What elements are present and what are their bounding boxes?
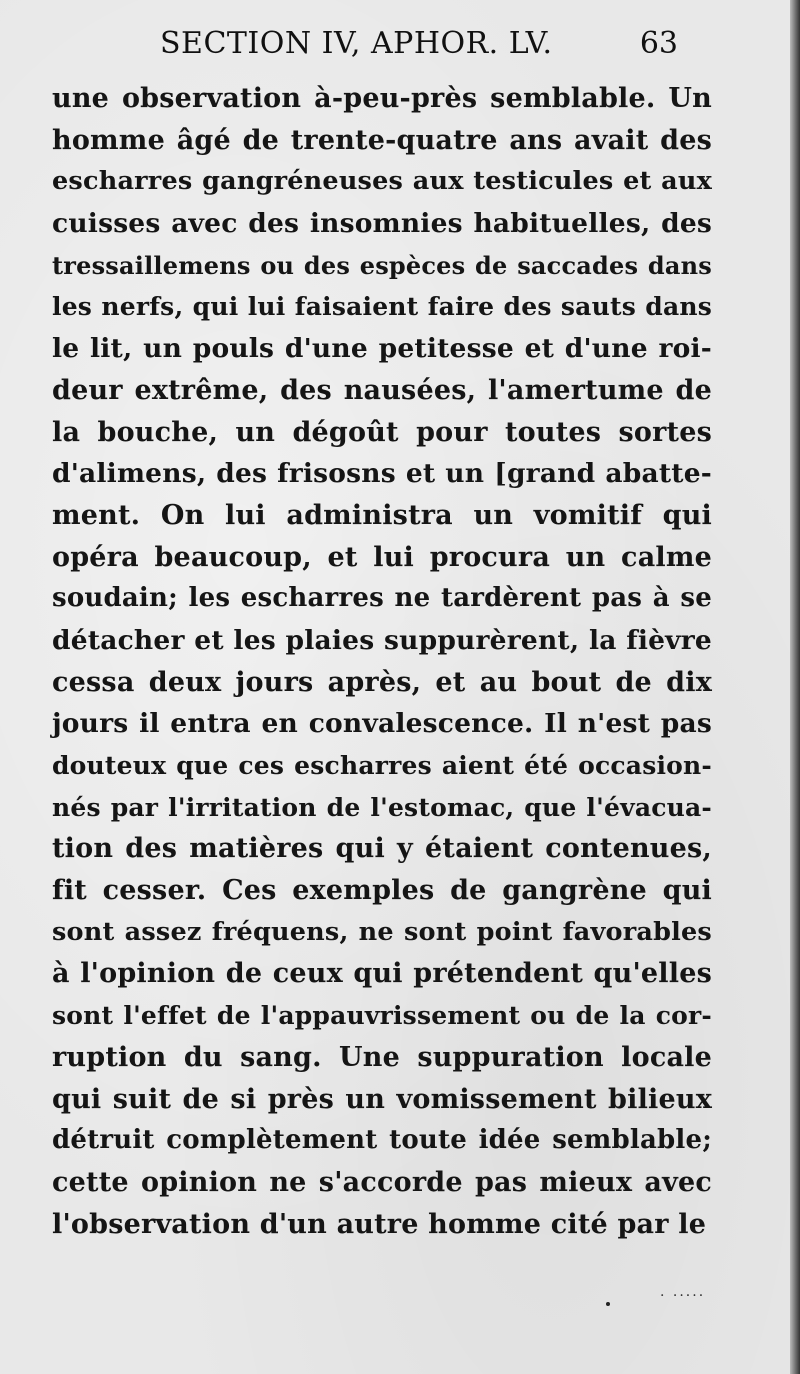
- text-line: détacher et les plaies suppurèrent, la fièvre: [52, 624, 712, 656]
- text-line: tion des matières qui y étaient contenues,: [52, 833, 712, 865]
- text-line: douteux que ces escharres aient été occasion-: [52, 751, 712, 780]
- text-line: jours il entra en convalescence. Il n'est pas: [52, 708, 712, 740]
- text-line: nés par l'irritation de l'estomac, que l'évacua-: [52, 792, 712, 822]
- footer-marks: · ·····: [660, 1288, 706, 1304]
- page-header: [160, 22, 690, 72]
- text-line: sont l'effet de l'appauvrissement ou de la cor-: [52, 1001, 712, 1031]
- text-line: l'observation d'un autre homme cité par le: [52, 1208, 707, 1240]
- text-line: cette opinion ne s'accorde pas mieux avec: [52, 1166, 712, 1198]
- text-line: soudain; les escharres ne tardèrent pas à se: [52, 583, 712, 614]
- body-text: [52, 78, 712, 1245]
- text-line: deur extrême, des nausées, l'amertume de: [52, 374, 712, 406]
- text-line: fit cesser. Ces exemples de gangrène qui: [52, 875, 712, 907]
- text-line: sont assez fréquens, ne sont point favorables: [52, 916, 712, 947]
- text-line: détruit complètement toute idée semblable;: [52, 1125, 712, 1156]
- text-line: le lit, un pouls d'une petitesse et d'une roi-: [52, 333, 712, 365]
- page-number: 63: [639, 26, 678, 61]
- text-line: les nerfs, qui lui faisaient faire des sauts dans: [52, 292, 712, 322]
- text-line: d'alimens, des frisosns et un [grand abatte-: [52, 458, 712, 490]
- text-line: escharres gangréneuses aux testicules et aux: [52, 166, 712, 197]
- text-line: cuisses avec des insomnies habituelles, des: [52, 208, 712, 240]
- text-line: une observation à-peu-près semblable. Un: [52, 83, 712, 114]
- text-line: à l'opinion de ceux qui prétendent qu'elles: [52, 958, 712, 990]
- ink-speck: [606, 1302, 610, 1306]
- text-line: qui suit de si près un vomissement bilieux: [52, 1083, 712, 1115]
- running-head: SECTION IV, APHOR. LV.: [160, 26, 553, 61]
- text-line: ment. On lui administra un vomitif qui: [52, 499, 712, 531]
- text-line: tressaillemens ou des espèces de saccades dans: [52, 250, 712, 280]
- text-line: homme âgé de trente-quatre ans avait des: [52, 124, 712, 156]
- text-line: la bouche, un dégoût pour toutes sortes: [52, 416, 712, 448]
- text-line: cessa deux jours après, et au bout de dix: [52, 666, 712, 698]
- page-edge-shadow: [790, 0, 800, 1374]
- text-line: ruption du sang. Une suppuration locale: [52, 1041, 712, 1073]
- text-line: opéra beaucoup, et lui procura un calme: [52, 541, 712, 573]
